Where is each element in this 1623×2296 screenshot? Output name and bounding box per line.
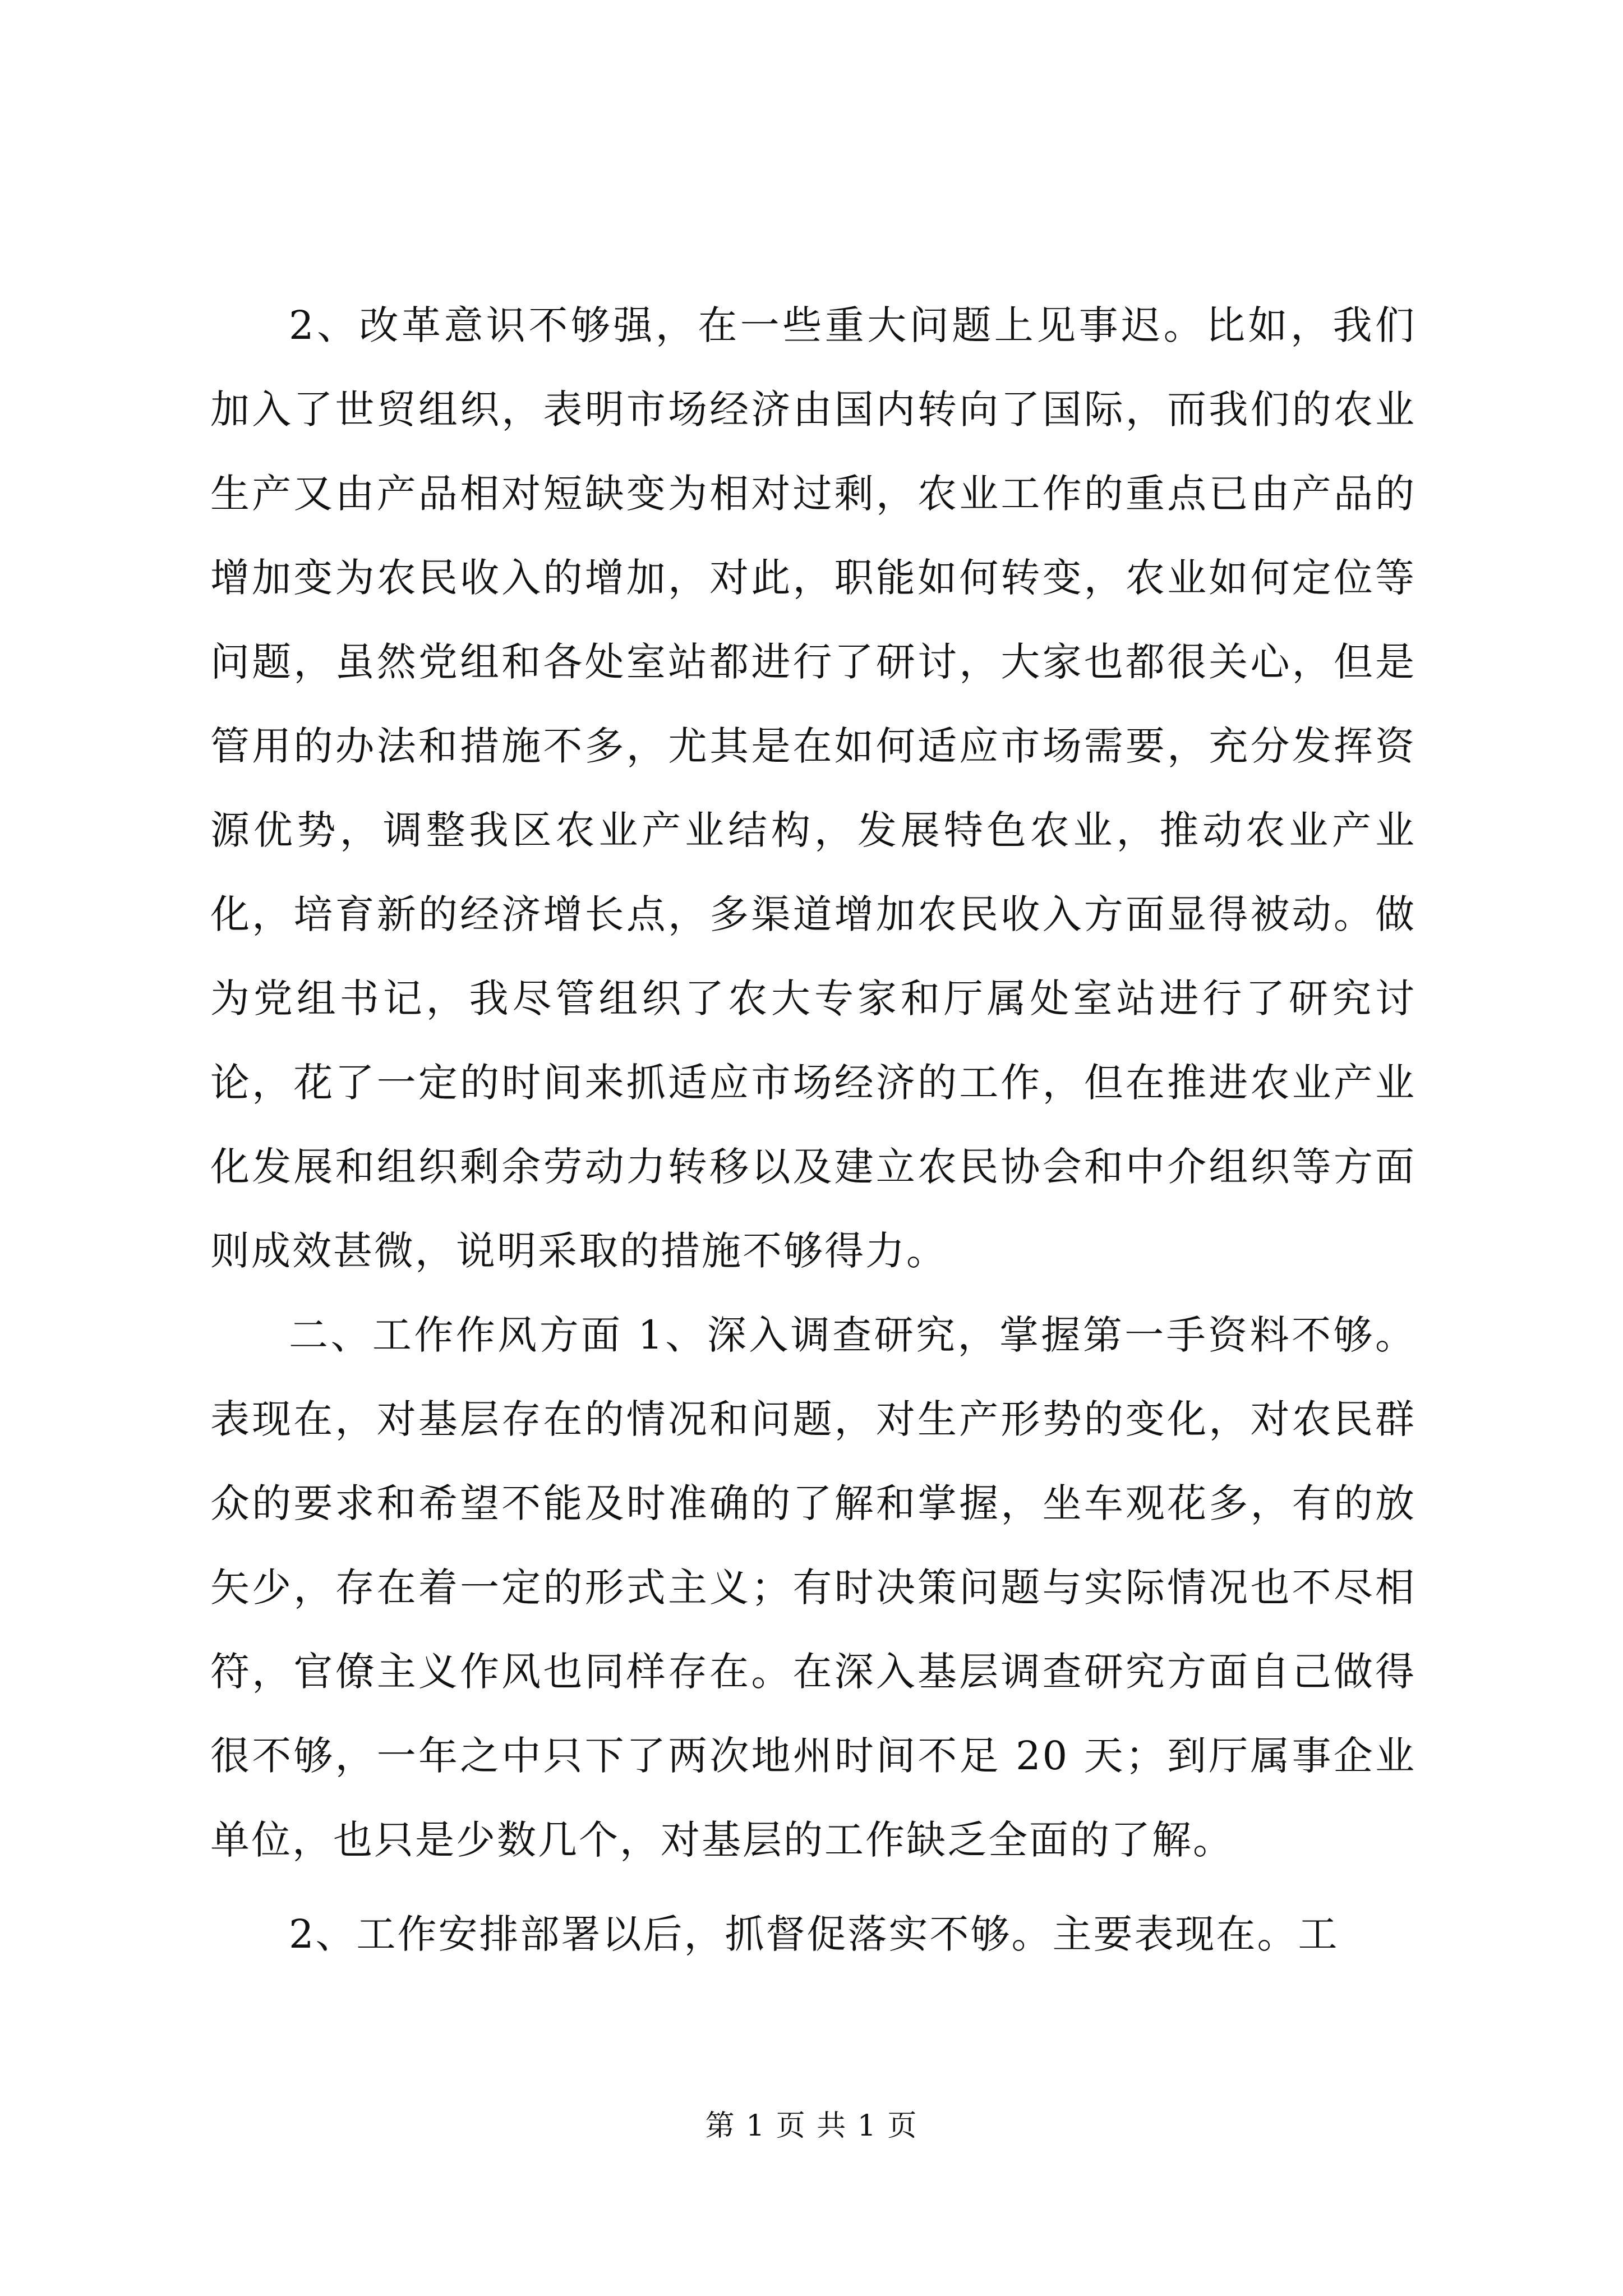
paragraph-reform-awareness: 2、改革意识不够强，在一些重大问题上见事迟。比如，我们加入了世贸组织，表明市场经济由国内转向了国际，而我们的农业生产又由产品相对短缺变为相对过剩，农业工作的重点已由产品的增加变为农民收入的增加，对此，职能如何转变，农业如何定位等问题，虽然党组和各处室站都进行了研讨，大家也都很关心，但是管用的办法和措施不多，尤其是在如何适应市场需要，充分发挥资源优势，调整我区农业产业结构，发展特色农业，推动农业产业化，培育新的经济增长点，多渠道增加农民收入方面显得被动。做为党组书记，我尽管组织了农大专家和厅属处室站进行了研究讨论，花了一定的时间来抓适应市场经济的工作，但在推进农业产业化发展和组织剩余劳动力转移以及建立农民协会和中介组织等方面则成效甚微，说明采取的措施不够得力。 [210, 302, 1416, 1274]
document-body [210, 283, 1416, 1976]
paragraph-supervision: 2、工作安排部署以后，抓督促落实不够。主要表现在。工 [289, 1911, 1339, 1957]
page-footer: 第 1 页 共 1 页 [705, 2109, 918, 2143]
paragraph-work-style: 二、工作作风方面 1、深入调查研究，掌握第一手资料不够。表现在，对基层存在的情况和问题，对生产形势的变化，对农民群众的要求和希望不能及时准确的了解和掌握，坐车观花多，有的放矢少，存在着一定的形式主义；有时决策问题与实际情况也不尽相符，官僚主义作风也同样存在。在深入基层调查研究方面自己做得很不够，一年之中只下了两次地州时间不足 20 天；到厅属事企业单位，也只是少数几个，对基层的工作缺乏全面的了解。 [210, 1312, 1416, 1863]
